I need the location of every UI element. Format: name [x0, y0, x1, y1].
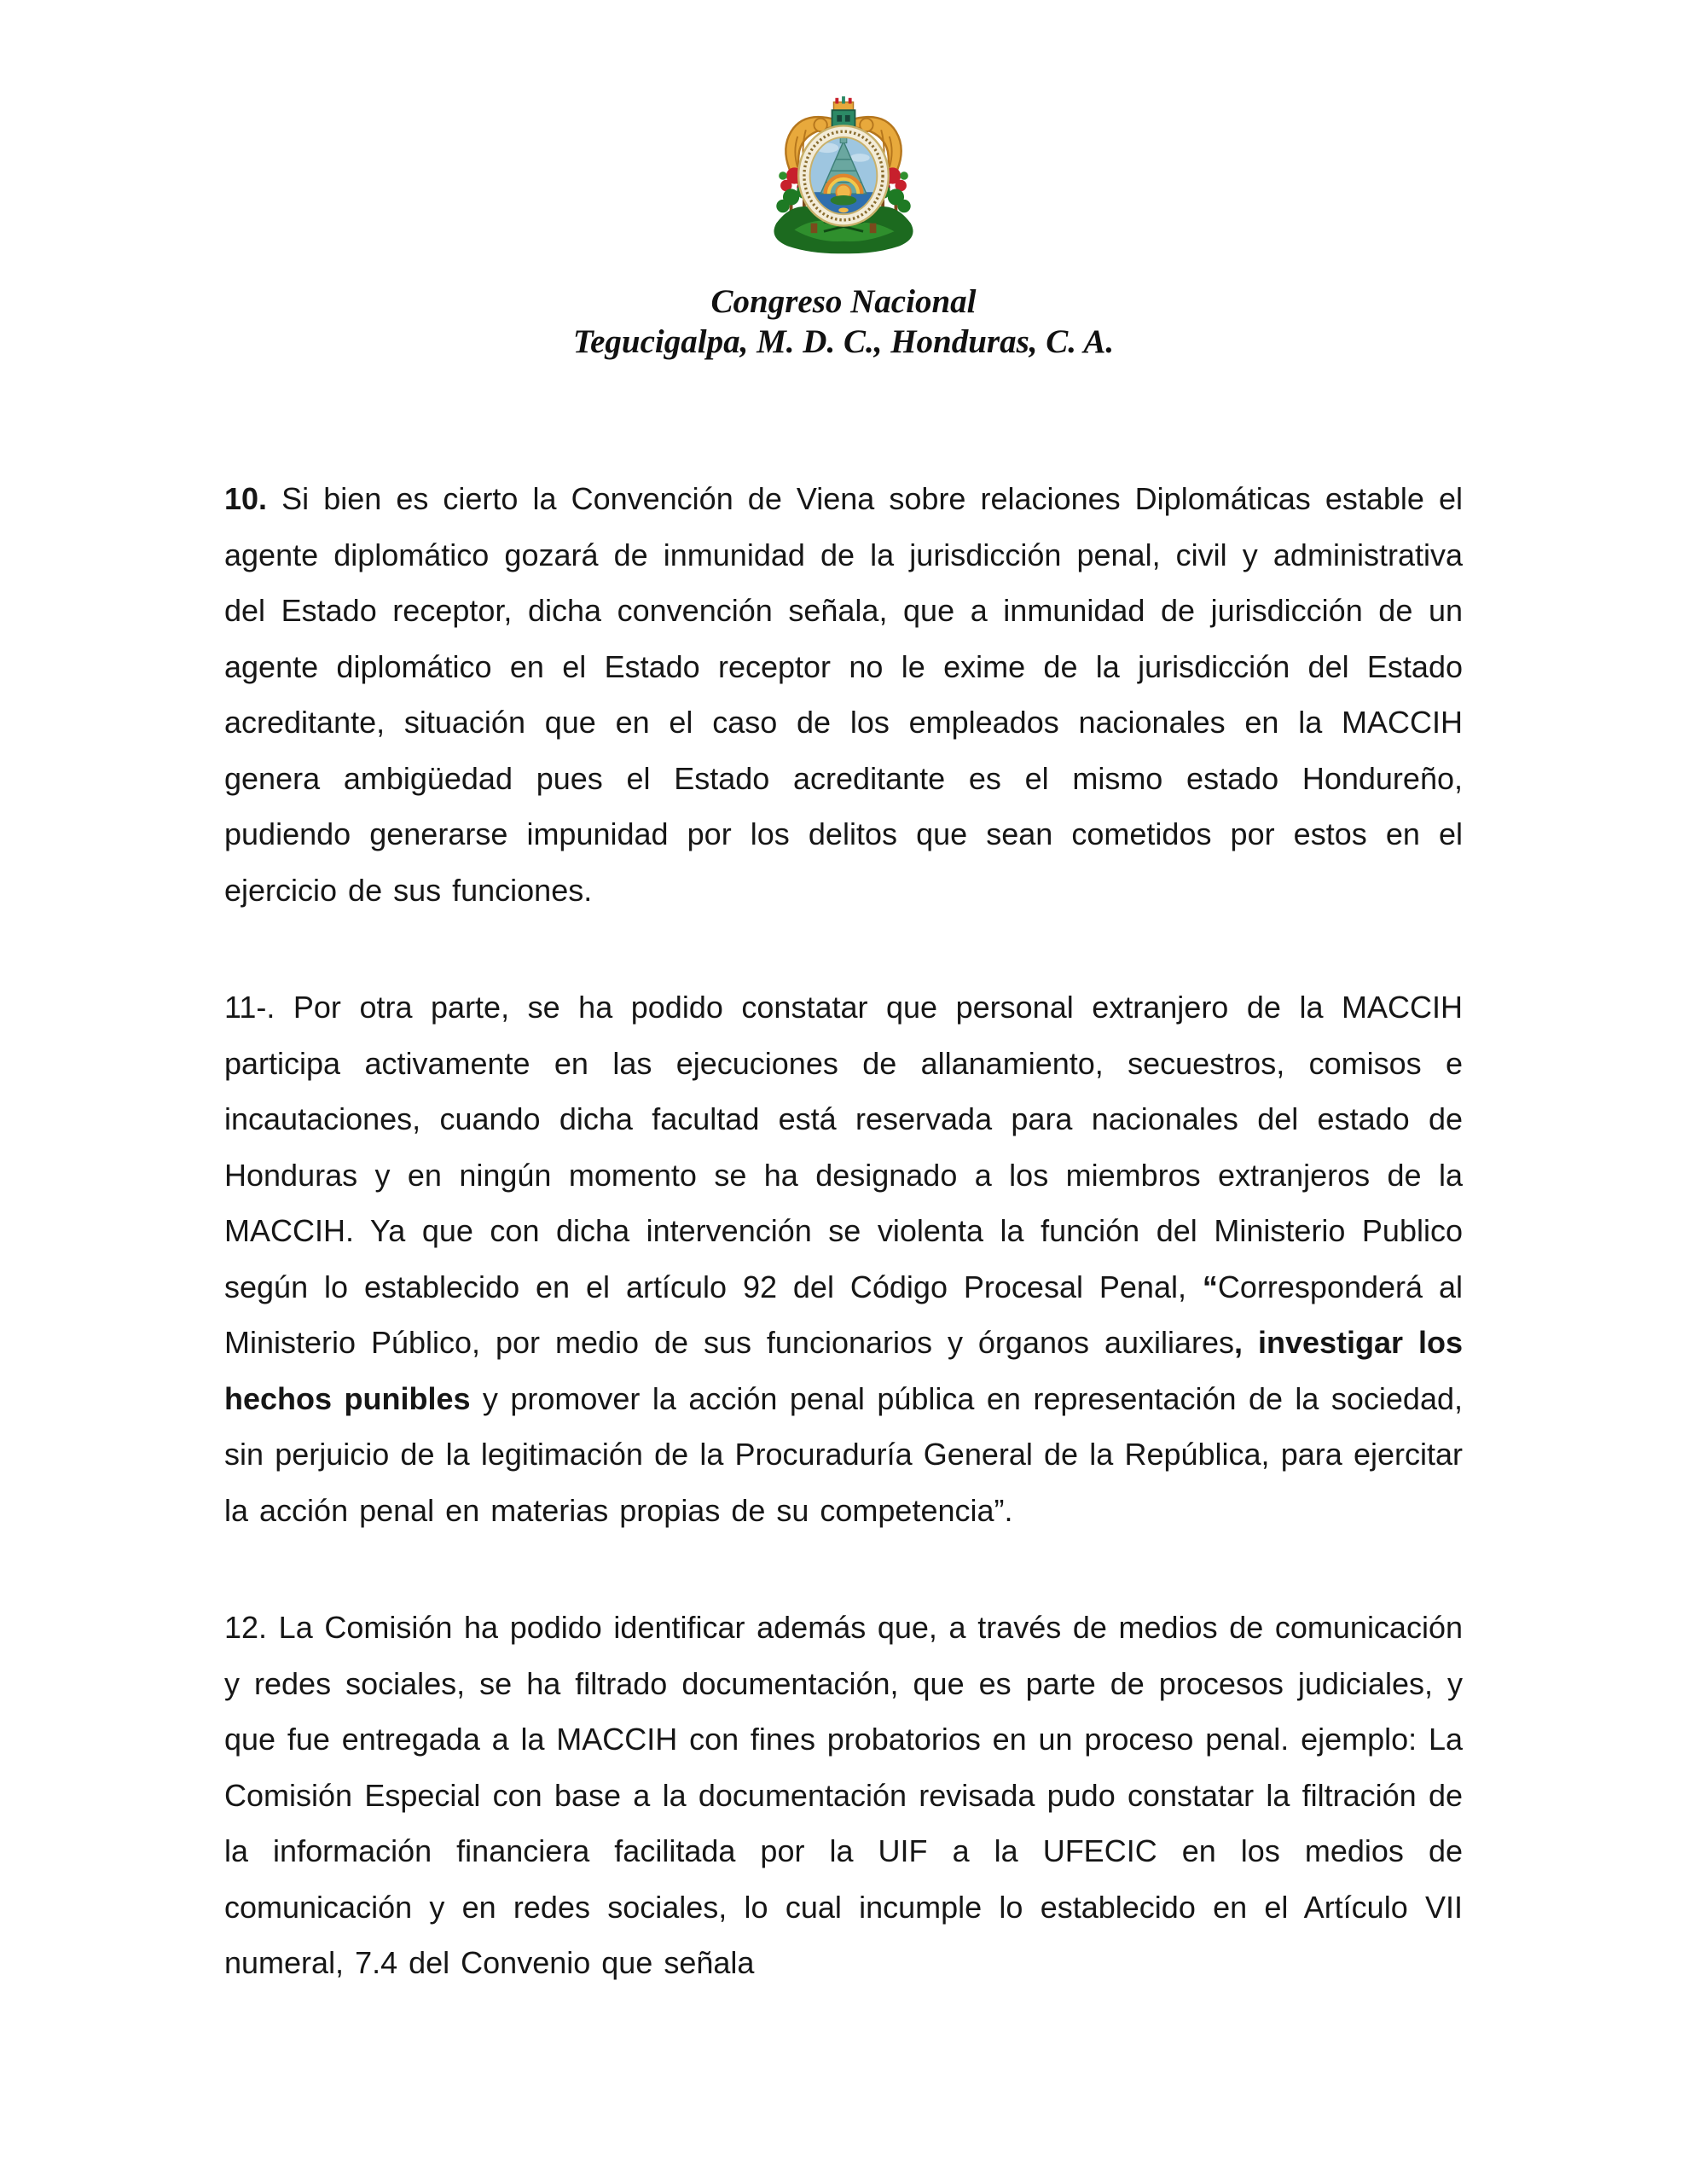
text-run: , investigar los hechos punibles: [224, 1325, 1463, 1416]
letterhead: [0, 282, 1687, 362]
org-location: Tegucigalpa, M. D. C., Honduras, C. A.: [572, 323, 1115, 360]
text-run: “: [1202, 1269, 1218, 1304]
text-run: Corresponderá al Ministerio Público, por medio de sus funcionarios y órganos auxiliares: [224, 1269, 1463, 1360]
text-run: 10.: [224, 481, 268, 516]
honduras-coat-of-arms-icon: [762, 94, 925, 258]
org-title: Congreso Nacional: [710, 283, 977, 320]
document-body: [224, 471, 1463, 2053]
paragraph-10: [224, 471, 1463, 918]
paragraph-11: [224, 979, 1463, 1538]
paragraph-12: [224, 1600, 1463, 1991]
text-run: y promover la acción penal pública en representación de la sociedad, sin perjuicio de la legitimación de la Procuraduría General de la República, para ejercitar la acción penal en materias propias de su competencia”.: [224, 1380, 1463, 1528]
text-run: 12. La Comisión ha podido identificar además que, a través de medios de comunicación y redes sociales, se ha filtrado documentación, que es parte de procesos judiciales, y que fue entregada a la MACCIH con fines probatorios en un proceso penal. ejemplo: La Comisión Especial con base a la documentación revisada pudo constatar la filtración de la información financiera facilitada por la UIF a la UFECIC en los medios de comunicación y en redes sociales, lo cual incumple lo establecido en el Artículo VII numeral, 7.4 del Convenio que señala: [224, 1610, 1463, 1980]
text-run: Si bien es cierto la Convención de Viena sobre relaciones Diplomáticas estable el agente diplomático gozará de inmunidad de la jurisdicción penal, civil y administrativa del Estado receptor, dicha convención señala, que a inmunidad de jurisdicción de un agente diplomático en el Estado receptor no le exime de la jurisdicción del Estado acreditante, situación que en el caso de los empleados nacionales en la MACCIH genera ambigüedad pues el Estado acreditante es el mismo estado Hondureño, pudiendo generarse impunidad por los delitos que sean cometidos por estos en el ejercicio de sus funciones.: [224, 481, 1463, 908]
text-run: 11-. Por otra parte, se ha podido constatar que personal extranjero de la MACCIH participa activamente en las ejecuciones de allanamiento, secuestros, comisos e incautaciones, cuando dicha facultad está reservada para nacionales del estado de Honduras y en ningún momento se ha designado a los miembros extranjeros de la MACCIH. Ya que con dicha intervención se violenta la función del Ministerio Publico según lo establecido en el artículo 92 del Código Procesal Penal,: [224, 990, 1463, 1304]
